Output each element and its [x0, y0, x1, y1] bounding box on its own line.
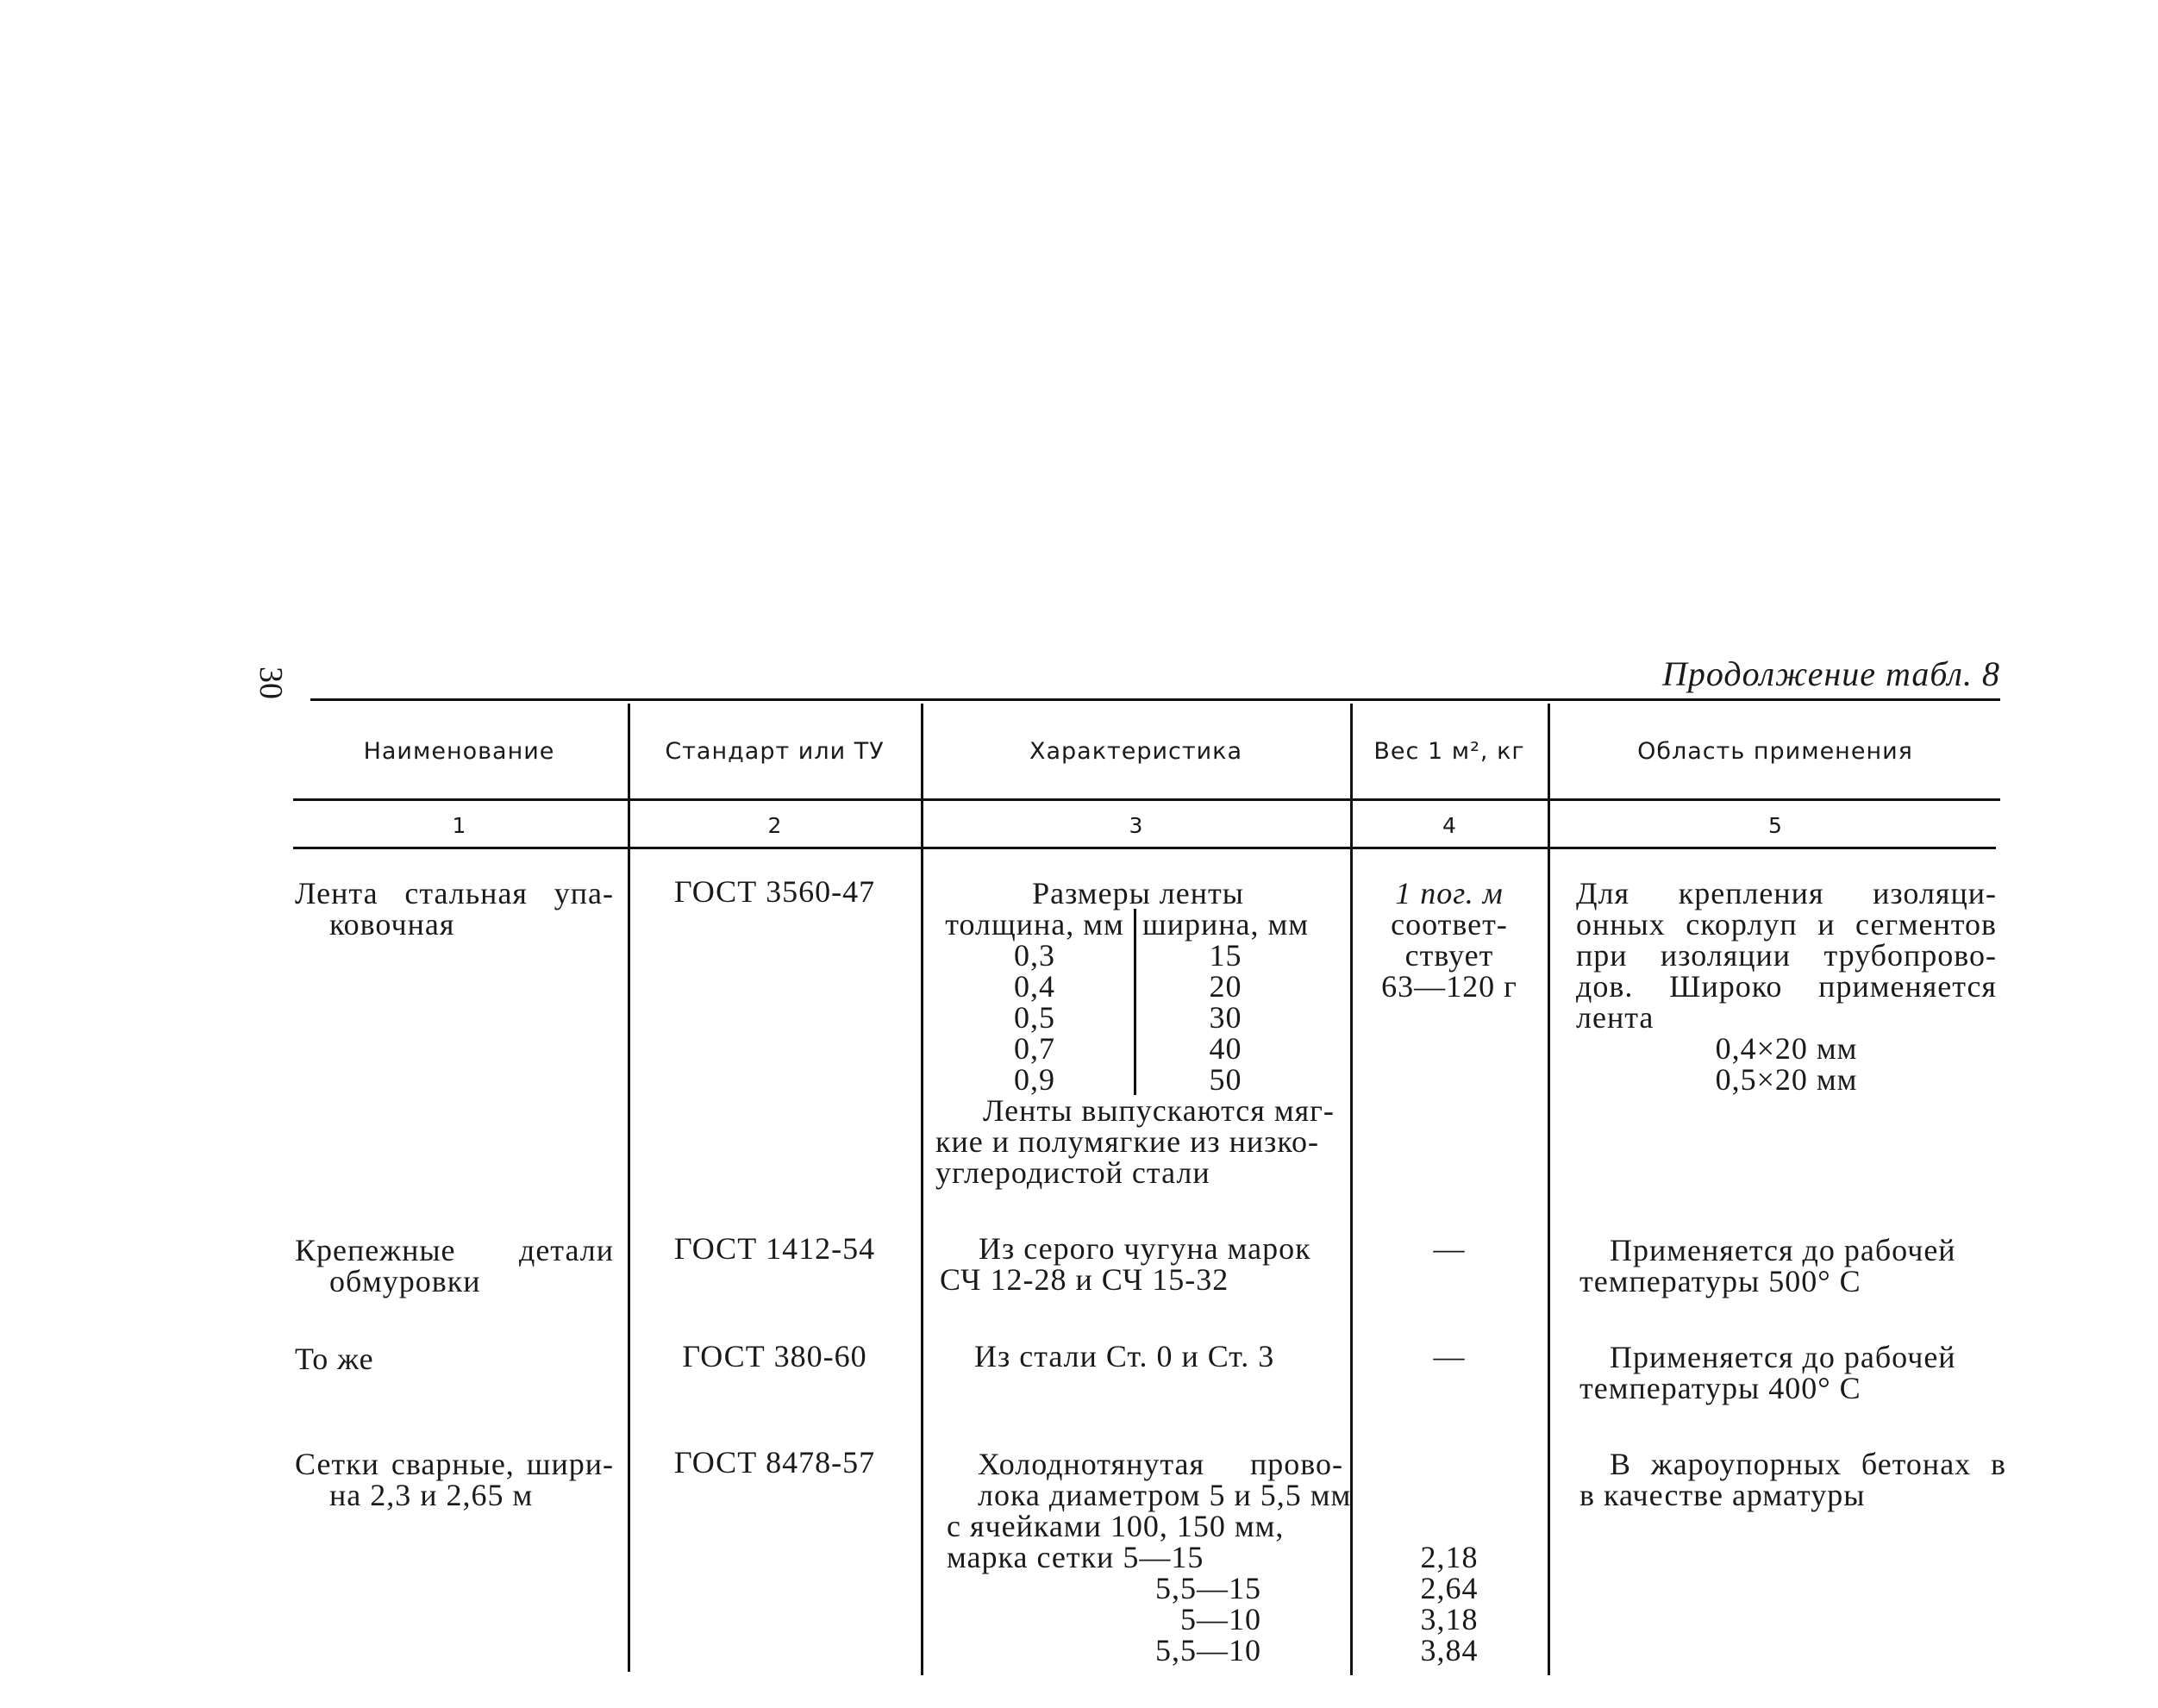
row4-mark-line3: 5,5—10 [1155, 1633, 1261, 1667]
row1-application-line5: лента [1576, 1000, 1654, 1035]
row4-characteristic-line1: Холоднотянутая прово- [978, 1447, 1343, 1481]
row1-note-line2: кие и полумягкие из низко- [935, 1124, 1320, 1159]
sizes-thickness: 0,4 [935, 971, 1136, 1002]
row1-note-line1: Ленты выпускаются мяг- [983, 1093, 1335, 1128]
row4-name-line1: Сетки сварные, шири- [295, 1447, 614, 1481]
header-weight: Вес 1 м², кг [1373, 738, 1525, 765]
page-number: 30 [253, 666, 289, 699]
sizes-thickness: 0,9 [935, 1064, 1136, 1095]
row4-weight-line3: 3,18 [1420, 1602, 1479, 1636]
column-number-3: 3 [1129, 813, 1143, 838]
row2-name-line2: обмуровки [329, 1264, 481, 1298]
row1-application-size2: 0,5×20 мм [1715, 1062, 1858, 1097]
row1-application [1576, 878, 1997, 1095]
column-divider-3 [1350, 704, 1353, 1675]
sizes-header-width: ширина, мм [1142, 907, 1310, 942]
row1-application-size1: 0,4×20 мм [1715, 1031, 1858, 1066]
row3-application [1579, 1342, 2000, 1404]
sizes-width: 20 [1209, 969, 1242, 1004]
row3-application-line2: температуры 400° С [1579, 1371, 1861, 1405]
row2-characteristic-line2: СЧ 12-28 и СЧ 15-32 [940, 1262, 1229, 1297]
sizes-row [935, 1064, 1315, 1095]
row1-sizes-header [935, 909, 1315, 940]
sizes-row [935, 971, 1315, 1002]
row1-weight-line1: 1 пог. м [1395, 876, 1504, 910]
column-divider-1 [628, 704, 630, 1672]
row2-application [1579, 1235, 2000, 1297]
row2-name [295, 1235, 614, 1297]
row2-weight: — [1433, 1231, 1466, 1266]
row4-characteristic-line4: марка сетки 5—15 [947, 1540, 1204, 1574]
column-number-5: 5 [1768, 813, 1782, 838]
row4-characteristic-line3: с ячейками 100, 150 мм, [947, 1509, 1285, 1543]
row1-name-line2: ковочная [329, 907, 455, 942]
sizes-width: 30 [1209, 1000, 1242, 1035]
row1-application-line4: дов. Широко применяется [1576, 969, 1997, 1004]
header-characteristic: Характеристика [1029, 738, 1243, 765]
row1-application-line1: Для крепления изоляци- [1576, 876, 1997, 910]
sizes-width: 40 [1209, 1031, 1242, 1066]
sizes-thickness: 0,7 [935, 1033, 1136, 1064]
row4-weight-line2: 2,64 [1420, 1571, 1479, 1605]
row1-sizes-title: Размеры ленты [1032, 876, 1244, 910]
row1-application-line3: при изоляции трубопрово- [1576, 938, 1997, 973]
header-standard: Стандарт или ТУ [665, 738, 885, 765]
row1-note-line3: углеродистой стали [935, 1155, 1210, 1190]
row2-application-line1: Применяется до рабочей [1610, 1233, 1956, 1267]
row4-name [295, 1448, 614, 1511]
sizes-header-thickness: толщина, мм [935, 909, 1136, 940]
row1-standard: ГОСТ 3560-47 [673, 874, 876, 909]
row4-application-line2: в качестве арматуры [1579, 1478, 1866, 1512]
header-name: Наименование [363, 738, 555, 765]
row3-characteristic: Из стали Ст. 0 и Ст. 3 [974, 1339, 1275, 1373]
sizes-thickness: 0,5 [935, 1002, 1136, 1033]
row1-application-line2: онных скорлуп и сегментов [1576, 907, 1997, 942]
row1-weight [1353, 878, 1546, 1002]
row3-weight: — [1433, 1339, 1466, 1373]
column-number-2: 2 [767, 813, 782, 838]
sizes-row [935, 1002, 1315, 1033]
header-application: Область применения [1637, 738, 1913, 765]
sizes-row [935, 940, 1315, 971]
row2-characteristic-line1: Из серого чугуна марок [979, 1231, 1311, 1266]
column-numbers-bottom-rule [293, 847, 1996, 849]
row4-weights [1353, 1542, 1546, 1666]
row4-mark-line1: 5,5—15 [1155, 1571, 1261, 1605]
row1-characteristic [935, 878, 1341, 1188]
row1-weight-line3: ствует [1404, 938, 1494, 973]
column-divider-4 [1548, 704, 1550, 1675]
sizes-width: 15 [1209, 938, 1242, 973]
row4-characteristic [947, 1447, 1352, 1667]
row3-application-line1: Применяется до рабочей [1610, 1340, 1956, 1374]
row2-application-line2: температуры 500° С [1579, 1264, 1861, 1298]
column-divider-2 [921, 704, 923, 1675]
sizes-row [935, 1033, 1315, 1064]
row4-application [1579, 1448, 2006, 1511]
row4-weight-line4: 3,84 [1420, 1633, 1479, 1667]
row1-weight-line4: 63—120 г [1381, 969, 1517, 1004]
row4-weight-line1: 2,18 [1420, 1540, 1479, 1574]
row4-application-line1: В жароупорных бетонах в [1610, 1447, 2006, 1481]
table-continuation-caption: Продолжение табл. 8 [1661, 654, 2000, 693]
row3-name: То же [295, 1342, 374, 1376]
row1-weight-line2: соответ- [1391, 907, 1508, 942]
row3-standard: ГОСТ 380-60 [682, 1339, 867, 1373]
row4-name-line2: на 2,3 и 2,65 м [329, 1478, 534, 1512]
header-bottom-rule [293, 798, 2000, 801]
column-number-4: 4 [1442, 813, 1456, 838]
row4-mark-line2: 5—10 [1180, 1602, 1261, 1636]
row4-characteristic-line2: лока диаметром 5 и 5,5 мм [978, 1478, 1352, 1512]
row4-standard: ГОСТ 8478-57 [673, 1445, 876, 1480]
row2-characteristic [940, 1233, 1345, 1295]
row1-name [295, 878, 614, 940]
row2-name-line1: Крепежные детали [295, 1233, 614, 1267]
row1-name-line1: Лента стальная упа- [295, 876, 614, 910]
sizes-width: 50 [1209, 1062, 1242, 1097]
sizes-thickness: 0,3 [935, 940, 1136, 971]
row1-sizes-table [935, 909, 1315, 1095]
row2-standard: ГОСТ 1412-54 [673, 1231, 876, 1266]
column-number-1: 1 [452, 813, 466, 838]
table-top-rule [310, 698, 2000, 701]
